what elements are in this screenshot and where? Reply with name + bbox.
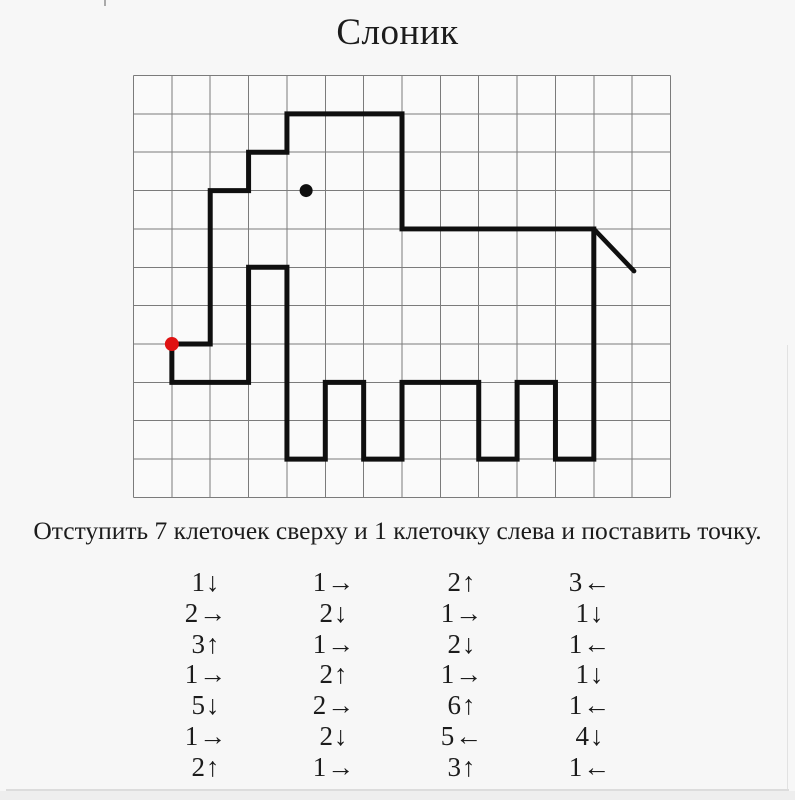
dictation-cell: 1→ — [440, 597, 484, 628]
scan-artifact-right-line — [787, 345, 788, 791]
scan-artifact-top-tick — [104, 0, 106, 6]
dictation-cell: 1← — [568, 690, 612, 721]
dictation-row — [142, 752, 654, 783]
scan-artifact-bottom-shade — [0, 791, 795, 800]
dictation-cell: 6↑ — [447, 690, 477, 721]
dictation-cell: 2↑ — [319, 659, 349, 690]
dictation-cell: 2↑ — [447, 567, 477, 597]
dictation-cell: 1→ — [440, 659, 484, 690]
dictation-cell: 2↓ — [319, 597, 349, 628]
dictation-cell: 2↑ — [191, 751, 221, 782]
dictation-cell: 3← — [568, 567, 612, 597]
dictation-cell: 1↓ — [191, 567, 221, 597]
start-point-dot — [165, 337, 179, 351]
dictation-row — [142, 629, 654, 660]
dictation-cell: 3↑ — [447, 751, 477, 782]
dictation-cell: 1→ — [184, 720, 228, 751]
dictation-row — [142, 721, 654, 752]
dictation-row — [142, 690, 654, 721]
dictation-cell: 2↓ — [319, 720, 349, 751]
dictation-row — [142, 659, 654, 690]
dictation-cell: 1→ — [312, 751, 356, 782]
dictation-cell: 1← — [568, 751, 612, 782]
dictation-cell: 3↑ — [191, 628, 221, 659]
dictation-cell: 1→ — [312, 567, 356, 597]
page-title: Слоник — [336, 12, 459, 53]
drawing-grid — [133, 75, 671, 498]
dictation-cell: 1→ — [184, 659, 228, 690]
dictation-row — [142, 598, 654, 629]
dictation-cell: 5← — [440, 720, 484, 751]
dictation-cell: 1← — [568, 628, 612, 659]
instruction-text: Отступить 7 клеточек сверху и 1 клеточку слева и поставить точку. — [33, 516, 762, 545]
dictation-row — [142, 567, 654, 598]
dictation-cell: 1→ — [312, 628, 356, 659]
dictation-table — [142, 567, 654, 783]
elephant-eye-dot — [300, 184, 313, 197]
dictation-cell: 4↓ — [575, 720, 605, 751]
dictation-cell: 2→ — [312, 690, 356, 721]
dictation-cell: 2→ — [184, 597, 228, 628]
dictation-cell: 1↓ — [575, 659, 605, 690]
dictation-cell: 2↓ — [447, 628, 477, 659]
dictation-cell: 5↓ — [191, 690, 221, 721]
dictation-cell: 1↓ — [575, 597, 605, 628]
